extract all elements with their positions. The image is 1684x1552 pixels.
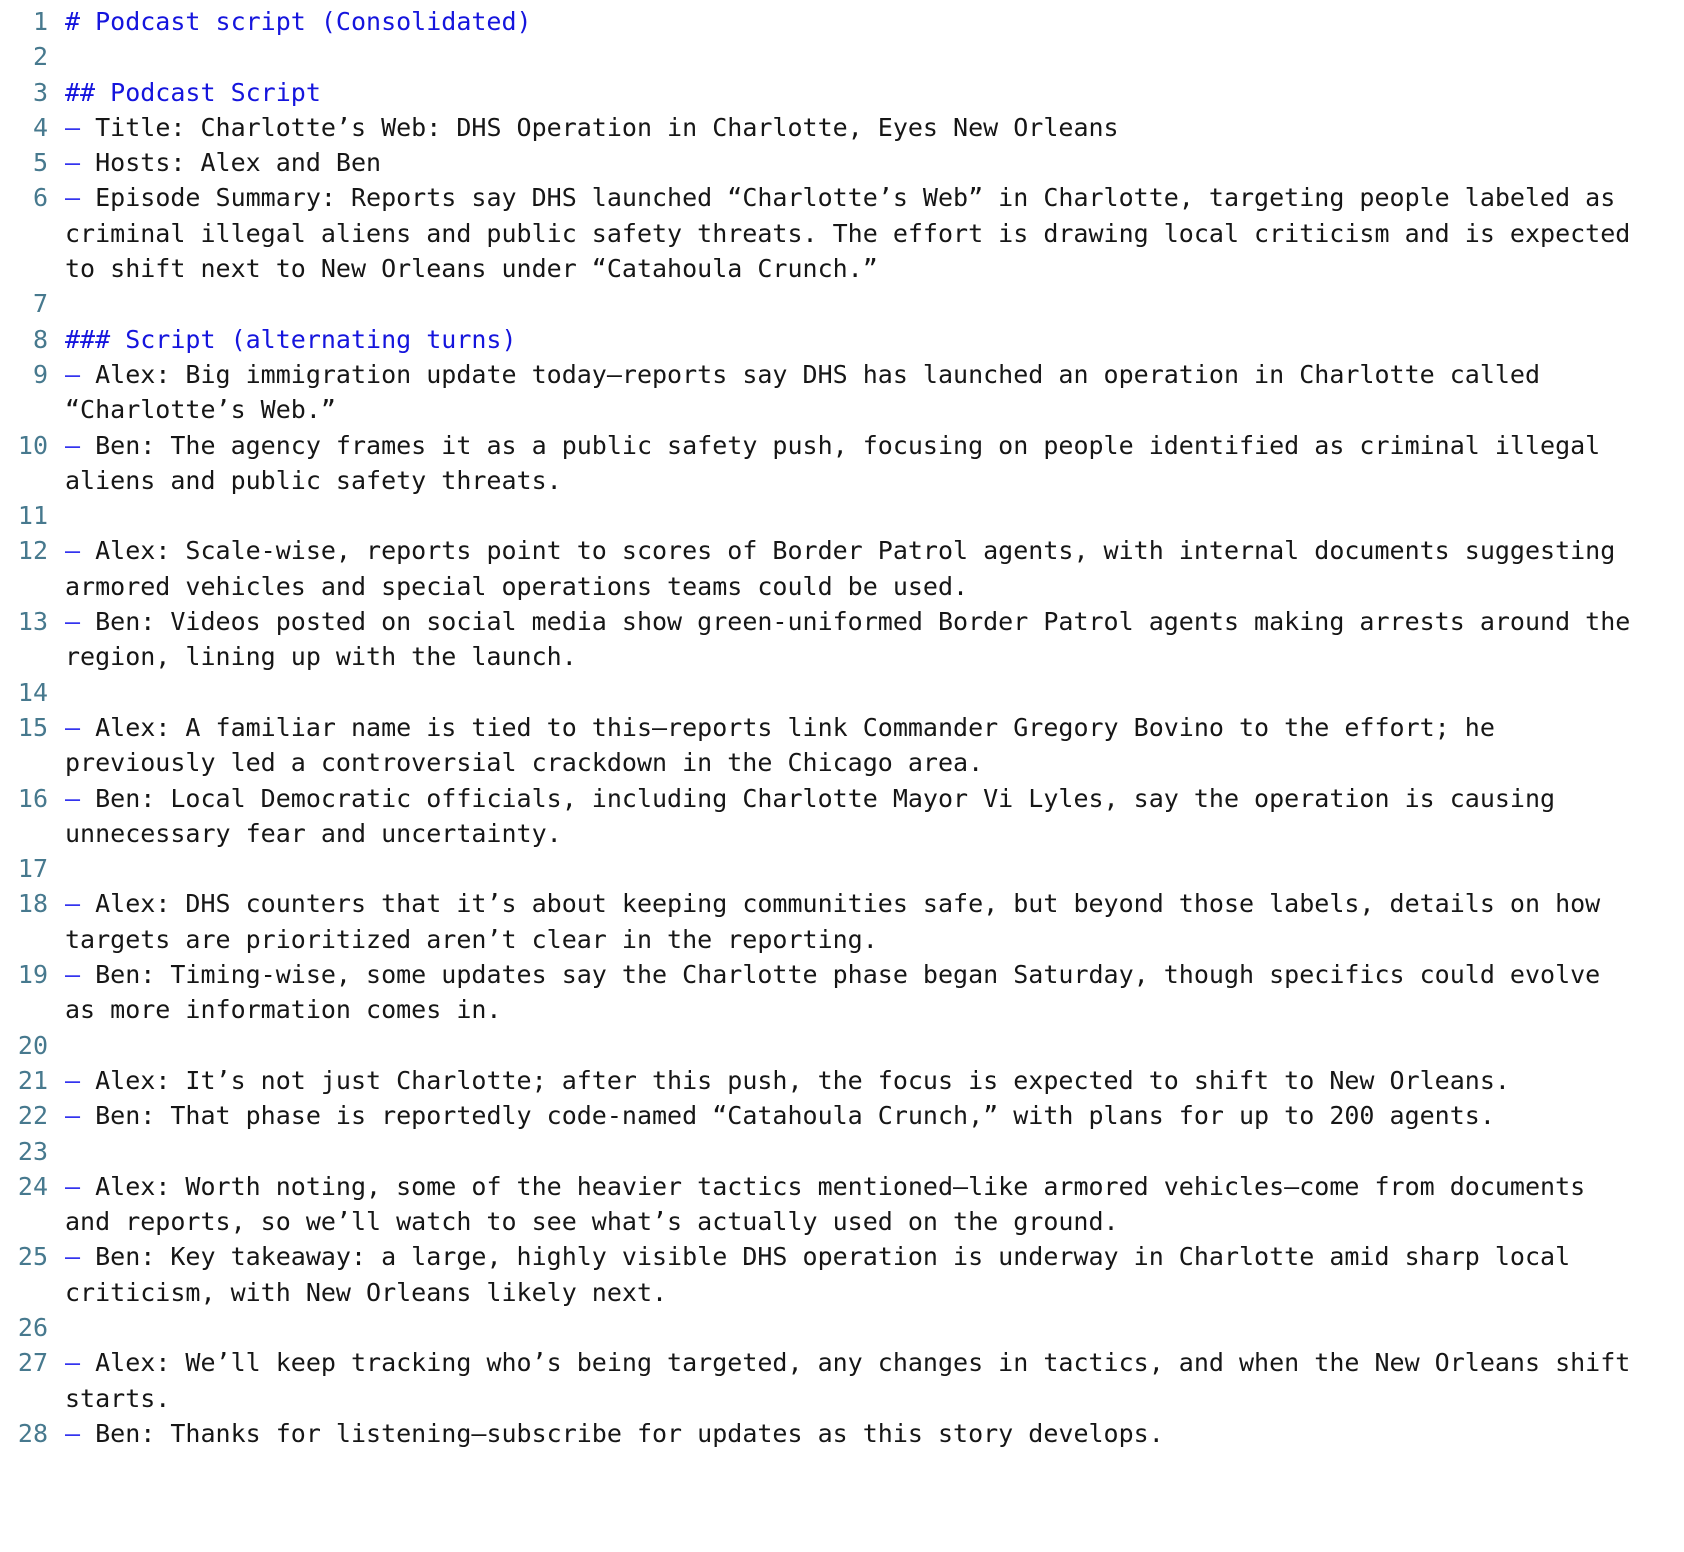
line-text[interactable]: to shift next to New Orleans under “Catahoula Crunch.” <box>65 254 878 284</box>
line-number: 10 <box>17 430 48 460</box>
editor-line[interactable] <box>0 1169 1684 1204</box>
line-text[interactable]: aliens and public safety threats. <box>65 465 562 495</box>
list-bullet-dash: – <box>65 183 96 213</box>
line-text[interactable]: “Charlotte’s Web.” <box>65 395 336 425</box>
editor-line[interactable] <box>0 1028 1684 1063</box>
editor-line[interactable] <box>0 1098 1684 1133</box>
editor-line[interactable] <box>0 357 1684 392</box>
list-bullet-dash: – <box>65 1171 96 1201</box>
editor-line[interactable] <box>0 75 1684 110</box>
list-bullet-dash: – <box>65 607 96 637</box>
editor-line[interactable] <box>0 816 1684 851</box>
line-number <box>0 992 48 1027</box>
list-bullet-dash: – <box>65 783 96 813</box>
list-item-text: Alex: We’ll keep tracking who’s being targeted, any changes in tactics, and when the New Orleans shift <box>95 1348 1631 1378</box>
editor-line[interactable] <box>0 1416 1684 1451</box>
editor-line[interactable] <box>0 1310 1684 1345</box>
list-item-text: Title: Charlotte’s Web: DHS Operation in Charlotte, Eyes New Orleans <box>95 112 1119 142</box>
editor-line[interactable] <box>0 639 1684 674</box>
line-text[interactable]: ## Podcast Script <box>65 77 321 107</box>
line-number: 6 <box>32 183 48 213</box>
line-text[interactable] <box>65 781 1555 816</box>
line-text[interactable] <box>65 145 381 180</box>
line-number <box>0 251 48 286</box>
editor-line[interactable] <box>0 216 1684 251</box>
line-text[interactable] <box>65 710 1495 745</box>
list-item-text: Alex: Worth noting, some of the heavier tactics mentioned—like armored vehicles—come from documents <box>95 1171 1586 1201</box>
editor-line[interactable] <box>0 781 1684 816</box>
editor-line[interactable] <box>0 498 1684 533</box>
editor-line[interactable] <box>0 322 1684 357</box>
line-text[interactable] <box>65 957 1600 992</box>
list-bullet-dash: – <box>65 1065 96 1095</box>
line-text[interactable]: criminal illegal aliens and public safety threats. The effort is drawing local criticism and is expected <box>65 218 1631 248</box>
line-text[interactable] <box>65 1416 1164 1451</box>
list-bullet-dash: – <box>65 1348 96 1378</box>
editor-line[interactable] <box>0 145 1684 180</box>
line-number <box>0 1275 48 1310</box>
list-item-text: Ben: The agency frames it as a public safety push, focusing on people identified as criminal illegal <box>95 430 1601 460</box>
editor-line[interactable] <box>0 39 1684 74</box>
line-text[interactable] <box>65 1169 1585 1204</box>
line-number: 19 <box>17 960 48 990</box>
list-item-text: Episode Summary: Reports say DHS launched “Charlotte’s Web” in Charlotte, targeting people labeled as <box>95 183 1616 213</box>
line-text[interactable]: ### Script (alternating turns) <box>65 324 517 354</box>
editor-line[interactable] <box>0 569 1684 604</box>
line-number <box>0 745 48 780</box>
list-item-text: Ben: That phase is reportedly code-named “Catahoula Crunch,” with plans for up to 200 agents. <box>95 1101 1495 1131</box>
line-number: 1 <box>32 7 48 36</box>
editor-line[interactable] <box>0 1063 1684 1098</box>
list-item-text: Ben: Thanks for listening—subscribe for updates as this story develops. <box>95 1418 1164 1448</box>
editor-line[interactable] <box>0 533 1684 568</box>
editor-line[interactable] <box>0 251 1684 286</box>
editor-line[interactable] <box>0 851 1684 886</box>
list-bullet-dash: – <box>65 1418 96 1448</box>
line-number: 14 <box>17 677 48 707</box>
line-text[interactable] <box>65 180 1615 215</box>
editor-line[interactable] <box>0 675 1684 710</box>
editor-line[interactable] <box>0 1204 1684 1239</box>
line-text[interactable]: starts. <box>65 1383 171 1413</box>
line-number: 25 <box>17 1242 48 1272</box>
line-number: 11 <box>17 501 48 531</box>
list-item-text: Ben: Local Democratic officials, including Charlotte Mayor Vi Lyles, say the operation is causing <box>95 783 1556 813</box>
editor-rows[interactable] <box>0 4 1684 1451</box>
line-text[interactable] <box>65 604 1630 639</box>
editor-line[interactable] <box>0 110 1684 145</box>
line-number: 4 <box>32 112 48 142</box>
list-item-text: Alex: DHS counters that it’s about keeping communities safe, but beyond those labels, details on how <box>95 889 1601 919</box>
editor-line[interactable] <box>0 1275 1684 1310</box>
line-text[interactable] <box>65 1345 1630 1380</box>
editor-line[interactable] <box>0 1239 1684 1274</box>
line-number: 3 <box>32 77 48 107</box>
line-number <box>0 569 48 604</box>
line-number: 28 <box>17 1418 48 1448</box>
line-number: 23 <box>17 1136 48 1166</box>
list-item-text: Ben: Key takeaway: a large, highly visible DHS operation is underway in Charlotte amid sharp local <box>95 1242 1571 1272</box>
editor-line[interactable] <box>0 463 1684 498</box>
line-text[interactable]: as more information comes in. <box>65 995 502 1025</box>
list-bullet-dash: – <box>65 148 96 178</box>
list-item-text: Alex: It’s not just Charlotte; after this push, the focus is expected to shift to New Orleans. <box>95 1065 1510 1095</box>
list-item-text: Hosts: Alex and Ben <box>95 148 382 178</box>
line-number <box>0 392 48 427</box>
line-number <box>0 922 48 957</box>
editor-line[interactable] <box>0 604 1684 639</box>
line-number: 26 <box>17 1312 48 1342</box>
list-bullet-dash: – <box>65 359 96 389</box>
line-number: 9 <box>32 359 48 389</box>
line-number: 16 <box>17 783 48 813</box>
line-number: 13 <box>17 607 48 637</box>
line-number: 15 <box>17 712 48 742</box>
line-text[interactable] <box>65 428 1600 463</box>
line-text[interactable] <box>65 1239 1570 1274</box>
list-item-text: Alex: Big immigration update today—reports say DHS has launched an operation in Charlotte called <box>95 359 1541 389</box>
editor-line[interactable] <box>0 992 1684 1027</box>
editor-line[interactable] <box>0 957 1684 992</box>
editor-line[interactable] <box>0 1381 1684 1416</box>
list-item-text: Ben: Videos posted on social media show green-uniformed Border Patrol agents making arrests around the <box>95 607 1631 637</box>
list-bullet-dash: – <box>65 1101 96 1131</box>
line-number: 2 <box>32 42 48 72</box>
line-text[interactable]: armored vehicles and special operations teams could be used. <box>65 571 969 601</box>
list-bullet-dash: – <box>65 712 96 742</box>
editor-line[interactable] <box>0 886 1684 921</box>
line-text[interactable] <box>65 1063 1510 1098</box>
editor-line[interactable] <box>0 745 1684 780</box>
list-bullet-dash: – <box>65 1242 96 1272</box>
line-number: 7 <box>32 289 48 319</box>
editor-line[interactable] <box>0 922 1684 957</box>
line-text[interactable]: and reports, so we’ll watch to see what’s actually used on the ground. <box>65 1207 1119 1237</box>
editor-line[interactable] <box>0 180 1684 215</box>
line-number: 18 <box>17 889 48 919</box>
line-number <box>0 216 48 251</box>
line-text[interactable] <box>65 357 1540 392</box>
line-number: 5 <box>32 148 48 178</box>
editor-line[interactable] <box>0 710 1684 745</box>
list-bullet-dash: – <box>65 536 96 566</box>
line-number <box>0 1204 48 1239</box>
editor-line[interactable] <box>0 4 1684 39</box>
editor-line[interactable] <box>0 428 1684 463</box>
line-text[interactable]: targets are prioritized aren’t clear in the reporting. <box>65 924 878 954</box>
line-number: 20 <box>17 1030 48 1060</box>
list-bullet-dash: – <box>65 889 96 919</box>
line-text[interactable]: region, lining up with the launch. <box>65 642 577 672</box>
line-text[interactable]: previously led a controversial crackdown in the Chicago area. <box>65 748 984 778</box>
line-text[interactable] <box>65 533 1615 568</box>
line-number: 12 <box>17 536 48 566</box>
list-item-text: Alex: Scale-wise, reports point to scores of Border Patrol agents, with internal documents suggesting <box>95 536 1616 566</box>
list-bullet-dash: – <box>65 960 96 990</box>
line-number: 27 <box>17 1348 48 1378</box>
line-text[interactable]: # Podcast script (Consolidated) <box>65 7 532 36</box>
line-number: 8 <box>32 324 48 354</box>
editor-line[interactable] <box>0 1134 1684 1169</box>
editor-line[interactable] <box>0 392 1684 427</box>
line-text[interactable]: unnecessary fear and uncertainty. <box>65 818 562 848</box>
list-bullet-dash: – <box>65 430 96 460</box>
line-number <box>0 463 48 498</box>
line-text[interactable] <box>65 1098 1495 1133</box>
line-number: 24 <box>17 1171 48 1201</box>
editor-line[interactable] <box>0 1345 1684 1380</box>
list-item-text: Ben: Timing-wise, some updates say the Charlotte phase began Saturday, though specifics could evolve <box>95 960 1601 990</box>
line-number <box>0 639 48 674</box>
line-number: 17 <box>17 854 48 884</box>
line-number: 22 <box>17 1101 48 1131</box>
line-number <box>0 816 48 851</box>
line-number: 21 <box>17 1065 48 1095</box>
list-bullet-dash: – <box>65 112 96 142</box>
line-number <box>0 1381 48 1416</box>
list-item-text: Alex: A familiar name is tied to this—reports link Commander Gregory Bovino to the effort; he <box>95 712 1495 742</box>
editor-line[interactable] <box>0 286 1684 321</box>
line-text[interactable] <box>65 886 1600 921</box>
line-text[interactable]: criticism, with New Orleans likely next. <box>65 1277 668 1307</box>
line-text[interactable] <box>65 110 1119 145</box>
